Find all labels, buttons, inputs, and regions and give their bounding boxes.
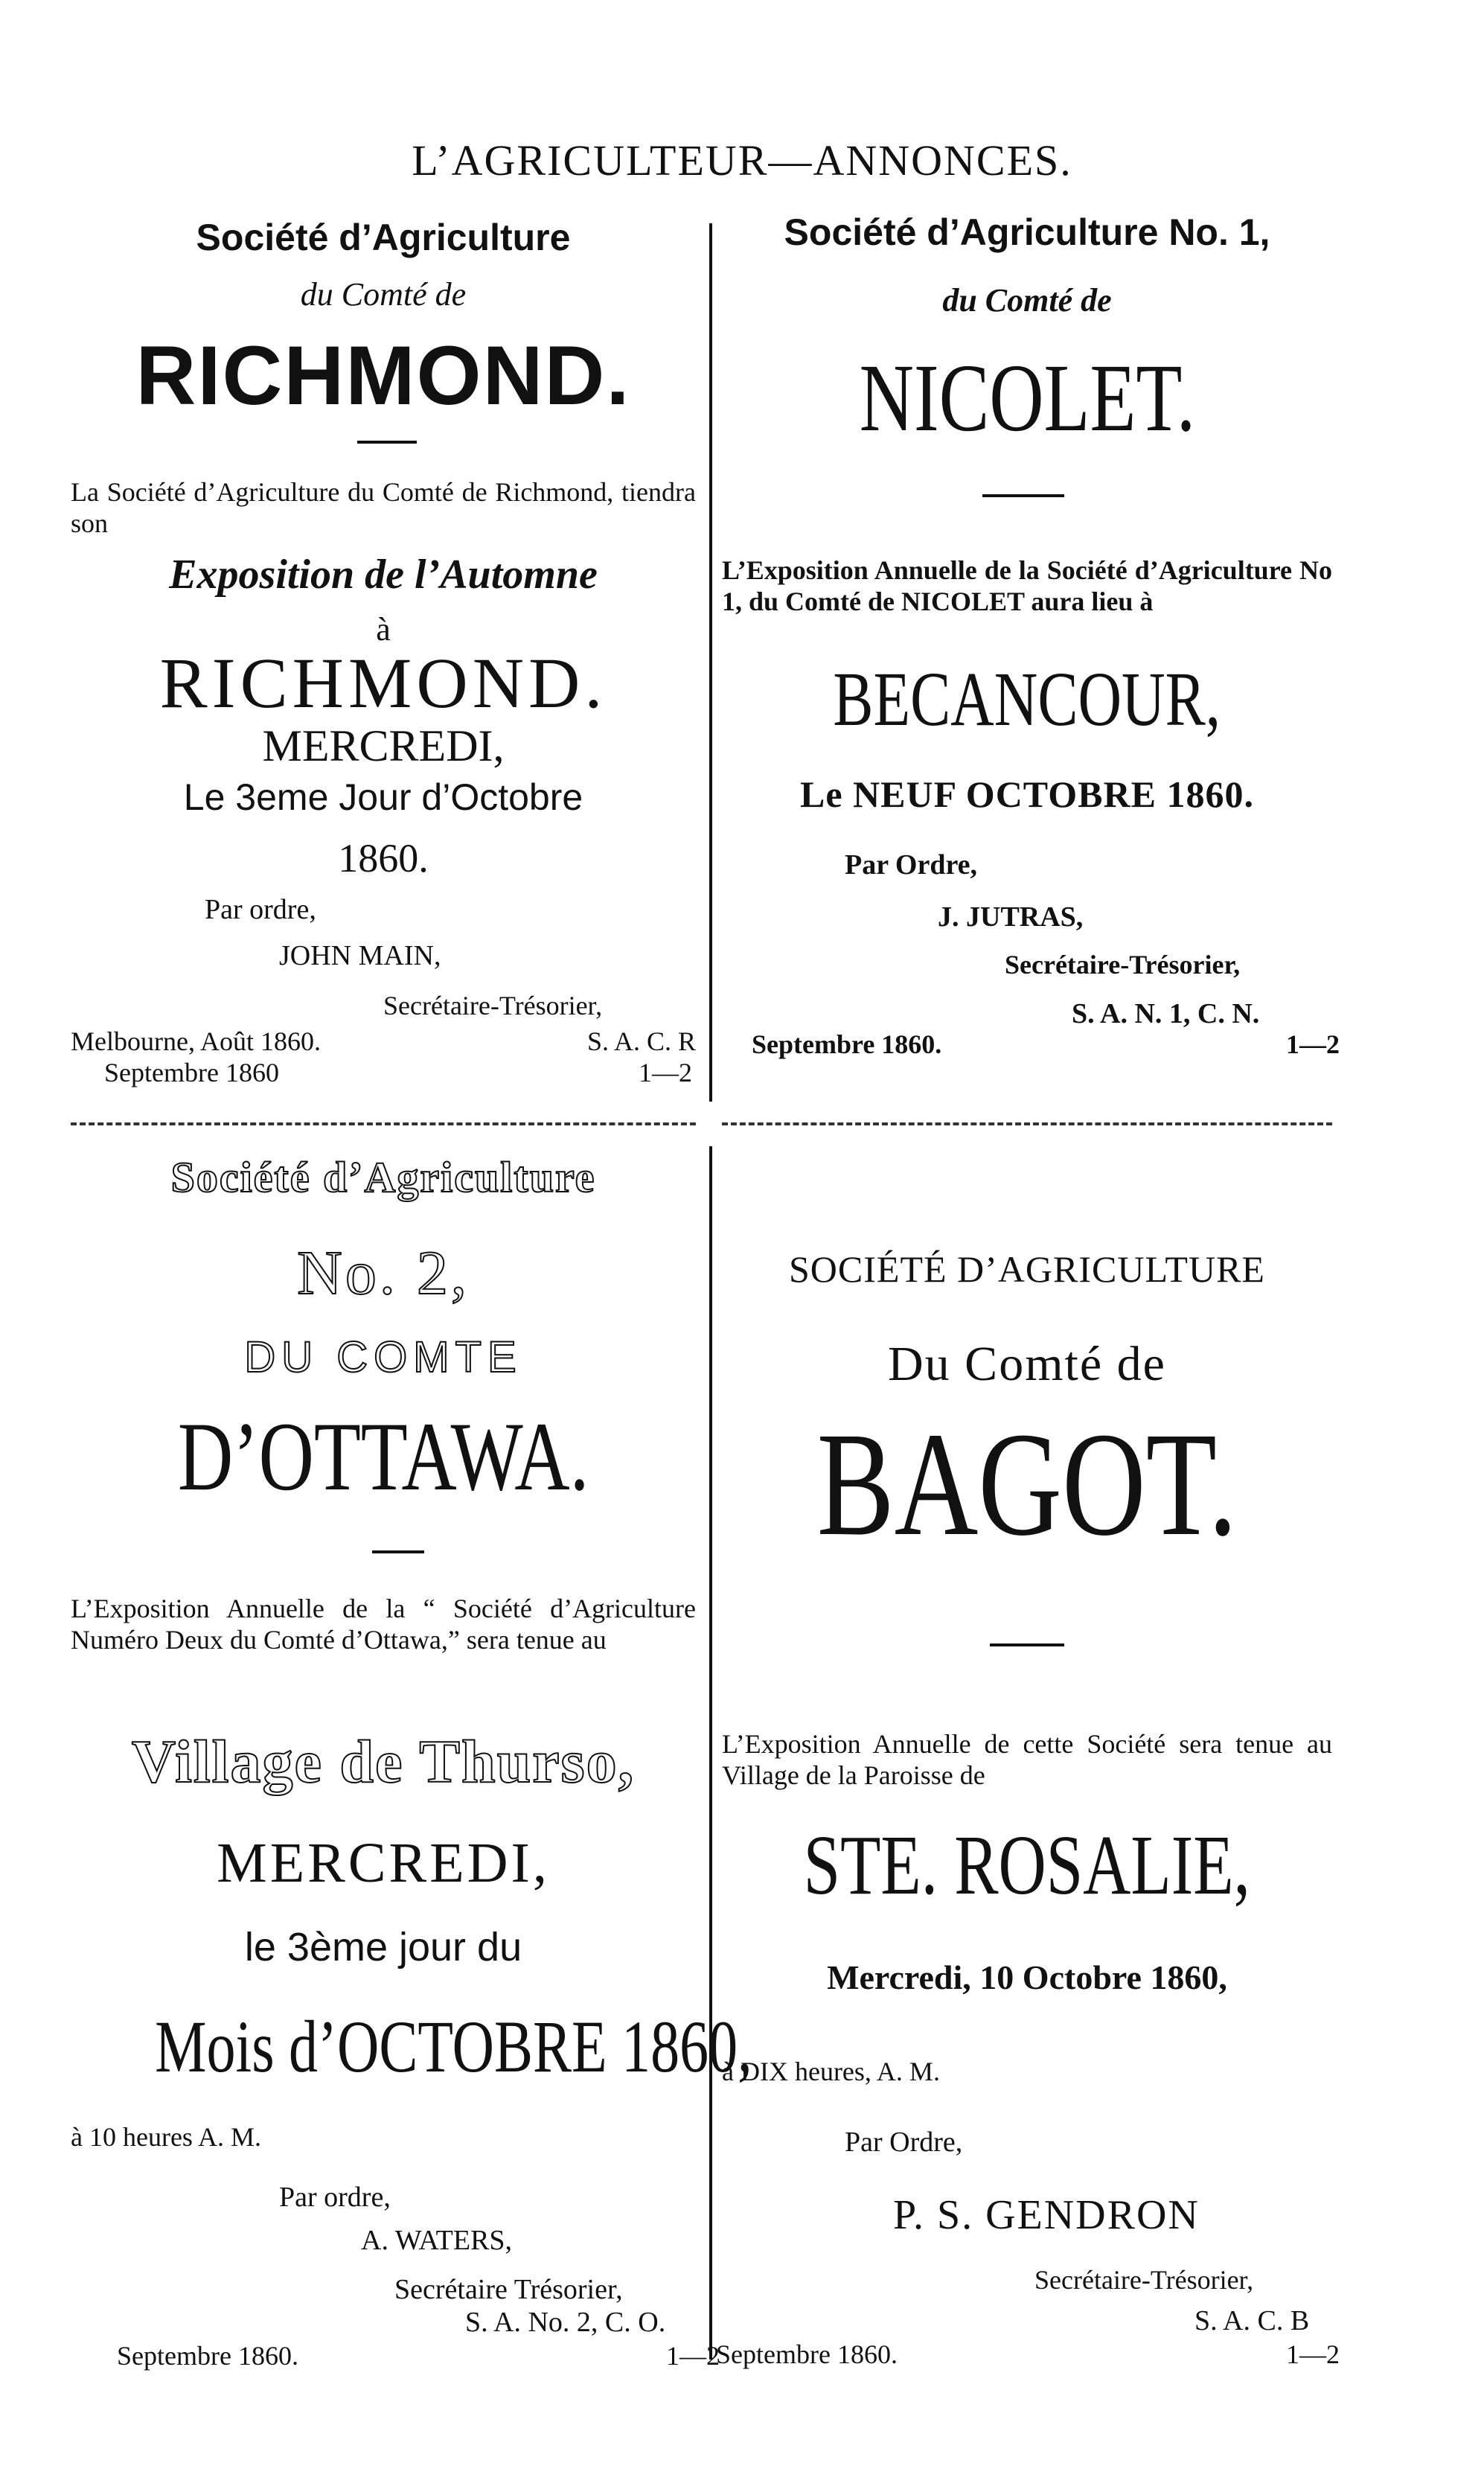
ottawa-number: No. 2,	[297, 1239, 470, 1308]
richmond-signer: JOHN MAIN,	[279, 940, 441, 971]
ottawa-date-line: le 3ème jour du	[244, 1925, 522, 1969]
bagot-rule	[990, 1643, 1064, 1646]
ottawa-society: Société d’Agriculture	[170, 1153, 596, 1201]
nicolet-place: BECANCOUR,	[833, 656, 1221, 742]
bagot-date: Mercredi, 10 Octobre 1860,	[827, 1958, 1227, 1996]
nicolet-date: Le NEUF OCTOBRE 1860.	[800, 773, 1254, 815]
richmond-title: Secrétaire-Trésorier,	[383, 991, 603, 1020]
ottawa-county: D’OTTAWA.	[177, 1402, 589, 1511]
ottawa-rule	[372, 1550, 424, 1553]
column-divider-top	[709, 223, 712, 1102]
nicolet-by-order: Par Ordre,	[845, 849, 977, 881]
ottawa-month: Septembre 1860.	[117, 2341, 298, 2371]
bagot-initials: S. A. C. B	[1194, 2305, 1310, 2336]
bagot-title: Secrétaire-Trésorier,	[1034, 2265, 1254, 2295]
nicolet-county-of: du Comté de	[942, 282, 1112, 319]
column-divider-bottom	[709, 1146, 712, 2360]
ottawa-month-line: Mois d’OCTOBRE 1860,	[155, 2005, 752, 2088]
nicolet-signer: J. JUTRAS,	[938, 901, 1084, 933]
page-header: L’AGRICULTEUR—ANNONCES.	[412, 136, 1072, 185]
ottawa-issue: 1—2	[666, 2341, 720, 2371]
ottawa-day: MERCREDI,	[217, 1832, 550, 1894]
nicolet-rule	[982, 494, 1064, 497]
bagot-society: SOCIÉTÉ D’AGRICULTURE	[789, 1248, 1265, 1290]
richmond-initials: S. A. C. R	[586, 1026, 696, 1056]
section-divider-left	[71, 1122, 696, 1125]
nicolet-month: Septembre 1860.	[752, 1029, 942, 1059]
richmond-county: RICHMOND.	[135, 329, 631, 422]
richmond-at: à	[376, 611, 391, 648]
bagot-place: STE. ROSALIE,	[803, 1818, 1251, 1912]
bagot-issue: 1—2	[1286, 2339, 1340, 2369]
ottawa-intro: L’Exposition Annuelle de la “ Société d’Agriculture Numéro Deux du Comté d’Ottawa,” sera tenue au	[71, 1594, 696, 1655]
bagot-county-of: Du Comté de	[888, 1337, 1166, 1391]
bagot-signer: P. S. GENDRON	[893, 2192, 1200, 2238]
ottawa-signer: A. WATERS,	[361, 2225, 513, 2256]
richmond-rule	[357, 441, 417, 444]
ottawa-month-row	[117, 2340, 720, 2371]
richmond-county-of: du Comté de	[300, 276, 467, 313]
richmond-society: Société d’Agriculture	[196, 217, 571, 258]
bagot-month-row	[716, 2339, 1340, 2370]
ottawa-title: Secrétaire Trésorier,	[394, 2274, 623, 2305]
ottawa-place: Village de Thurso,	[131, 1728, 636, 1795]
richmond-day: MERCREDI,	[262, 721, 505, 770]
ottawa-time: à 10 heures A. M.	[71, 2122, 261, 2152]
bagot-by-order: Par Ordre,	[845, 2127, 963, 2158]
nicolet-month-row	[752, 1029, 1340, 1060]
nicolet-title: Secrétaire-Trésorier,	[1005, 950, 1241, 980]
richmond-year: 1860.	[338, 836, 429, 881]
bagot-time: à DIX heures, A. M.	[722, 2057, 940, 2086]
richmond-issue: 1—2	[639, 1058, 692, 1087]
richmond-month: Septembre 1860	[104, 1058, 279, 1087]
nicolet-intro: L’Exposition Annuelle de la Société d’Agriculture No 1, du Comté de NICOLET aura lieu à	[722, 555, 1332, 616]
section-divider-right	[722, 1122, 1332, 1125]
ottawa-initials: S. A. No. 2, C. O.	[465, 2307, 666, 2338]
nicolet-issue: 1—2	[1286, 1029, 1340, 1059]
bagot-county: BAGOT.	[816, 1402, 1238, 1567]
richmond-by-order: Par ordre,	[205, 894, 316, 925]
nicolet-county: NICOLET.	[859, 345, 1195, 452]
richmond-place: RICHMOND.	[159, 643, 607, 723]
bagot-month: Septembre 1860.	[716, 2339, 898, 2369]
ottawa-county-of: DU COMTE	[244, 1333, 522, 1381]
richmond-month-row	[104, 1057, 692, 1088]
richmond-date: Le 3eme Jour d’Octobre	[183, 776, 583, 818]
richmond-event: Exposition de l’Automne	[169, 552, 598, 598]
ottawa-by-order: Par ordre,	[279, 2182, 391, 2213]
nicolet-society: Société d’Agriculture No. 1,	[784, 211, 1270, 253]
bagot-intro: L’Exposition Annuelle de cette Société sera tenue au Village de la Paroisse de	[722, 1729, 1332, 1790]
richmond-origin-row	[71, 1026, 696, 1057]
richmond-intro: La Société d’Agriculture du Comté de Richmond, tiendra son	[71, 477, 696, 538]
richmond-origin: Melbourne, Août 1860.	[71, 1026, 321, 1056]
nicolet-initials: S. A. N. 1, C. N.	[1072, 998, 1260, 1029]
